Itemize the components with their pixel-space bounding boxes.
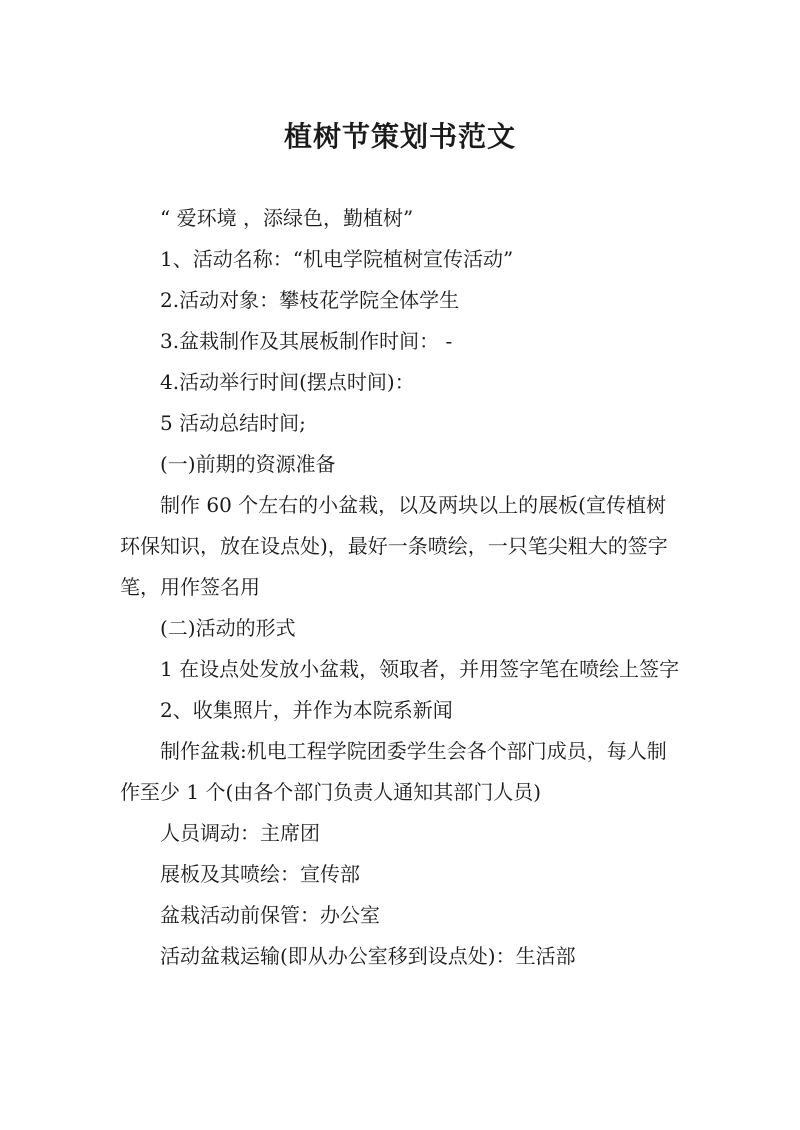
paragraph: (二)活动的形式 — [160, 616, 296, 640]
document-body — [120, 198, 685, 977]
paragraph: (一)前期的资源准备 — [160, 452, 336, 476]
paragraph: 4.活动举行时间(摆点时间)： — [160, 370, 415, 394]
paragraph: 3.盆栽制作及其展板制作时间： - — [160, 329, 453, 353]
paragraph: 活动盆栽运输(即从办公室移到设点处)：生活部 — [160, 944, 576, 968]
paragraph: 2.活动对象：攀枝花学院全体学生 — [160, 288, 460, 312]
paragraph: 5 活动总结时间; — [160, 411, 306, 435]
paragraph: 制作盆栽:机电工程学院团委学生会各个部门成员，每人制作至少 1 个(由各个部门负责人通知其部门人员) — [120, 739, 667, 804]
paragraph: 人员调动：主席团 — [160, 821, 320, 845]
paragraph: 展板及其喷绘：宣传部 — [160, 862, 360, 886]
paragraph: 1、活动名称：“机电学院植树宣传活动” — [160, 247, 514, 271]
paragraph: 盆栽活动前保管：办公室 — [160, 903, 380, 927]
paragraph: 1 在设点处发放小盆栽，领取者，并用签字笔在喷绘上签字 — [160, 657, 680, 681]
paragraph: “ 爱环境 ，添绿色，勤植树” — [160, 206, 414, 230]
document-title: 植树节策划书范文 — [283, 119, 516, 153]
paragraph: 制作 60 个左右的小盆栽，以及两块以上的展板(宣传植树环保知识，放在设点处)，最好一条喷绘，一只笔尖粗大的签字笔，用作签名用 — [120, 493, 668, 599]
paragraph: 2、收集照片，并作为本院系新闻 — [160, 698, 453, 722]
